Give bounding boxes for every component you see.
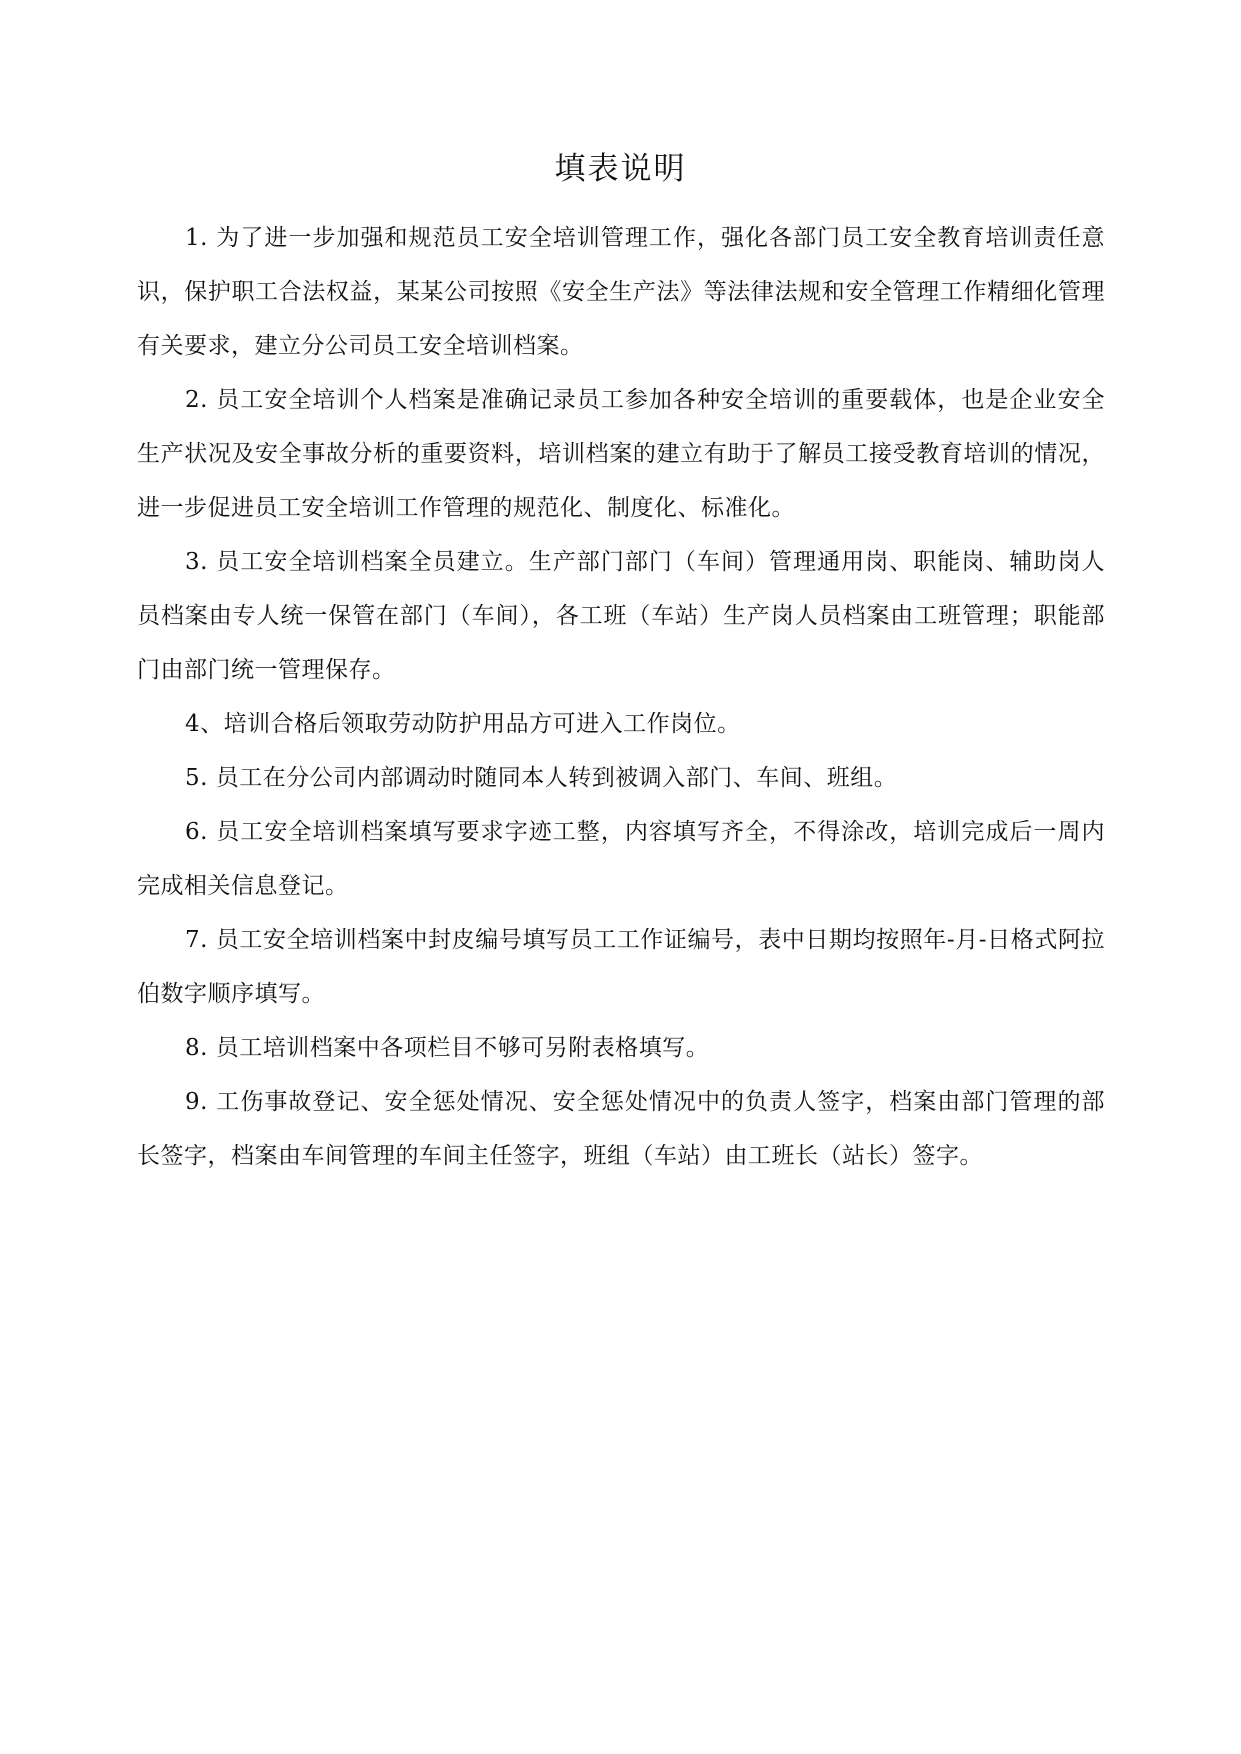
instruction-item-3: 3. 员工安全培训档案全员建立。生产部门部门（车间）管理通用岗、职能岗、辅助岗人员档案由专人统一保管在部门（车间），各工班（车站）生产岗人员档案由工班管理；职能部门由部门统一管理保存。: [137, 549, 1105, 683]
instruction-item-1: 1. 为了进一步加强和规范员工安全培训管理工作，强化各部门员工安全教育培训责任意识，保护职工合法权益，某某公司按照《安全生产法》等法律法规和安全管理工作精细化管理有关要求，建立分公司员工安全培训档案。: [137, 225, 1105, 359]
instructions-list: [137, 211, 1105, 1183]
instruction-item-6: 6. 员工安全培训档案填写要求字迹工整，内容填写齐全，不得涂改，培训完成后一周内完成相关信息登记。: [137, 819, 1105, 899]
instruction-item-7: 7. 员工安全培训档案中封皮编号填写员工工作证编号，表中日期均按照年-月-日格式阿拉伯数字顺序填写。: [137, 927, 1105, 1007]
instruction-item-4: 4、培训合格后领取劳动防护用品方可进入工作岗位。: [185, 711, 741, 737]
document-title: 填表说明: [554, 151, 687, 187]
instruction-item-2: 2. 员工安全培训个人档案是准确记录员工参加各种安全培训的重要载体，也是企业安全生产状况及安全事故分析的重要资料，培训档案的建立有助于了解员工接受教育培训的情况，进一步促进员工安全培训工作管理的规范化、制度化、标准化。: [137, 387, 1105, 521]
instruction-item-9: 9. 工伤事故登记、安全惩处情况、安全惩处情况中的负责人签字，档案由部门管理的部长签字，档案由车间管理的车间主任签字，班组（车站）由工班长（站长）签字。: [137, 1089, 1105, 1169]
instruction-item-8: 8. 员工培训档案中各项栏目不够可另附表格填写。: [185, 1035, 710, 1061]
instruction-item-5: 5. 员工在分公司内部调动时随同本人转到被调入部门、车间、班组。: [185, 765, 898, 791]
